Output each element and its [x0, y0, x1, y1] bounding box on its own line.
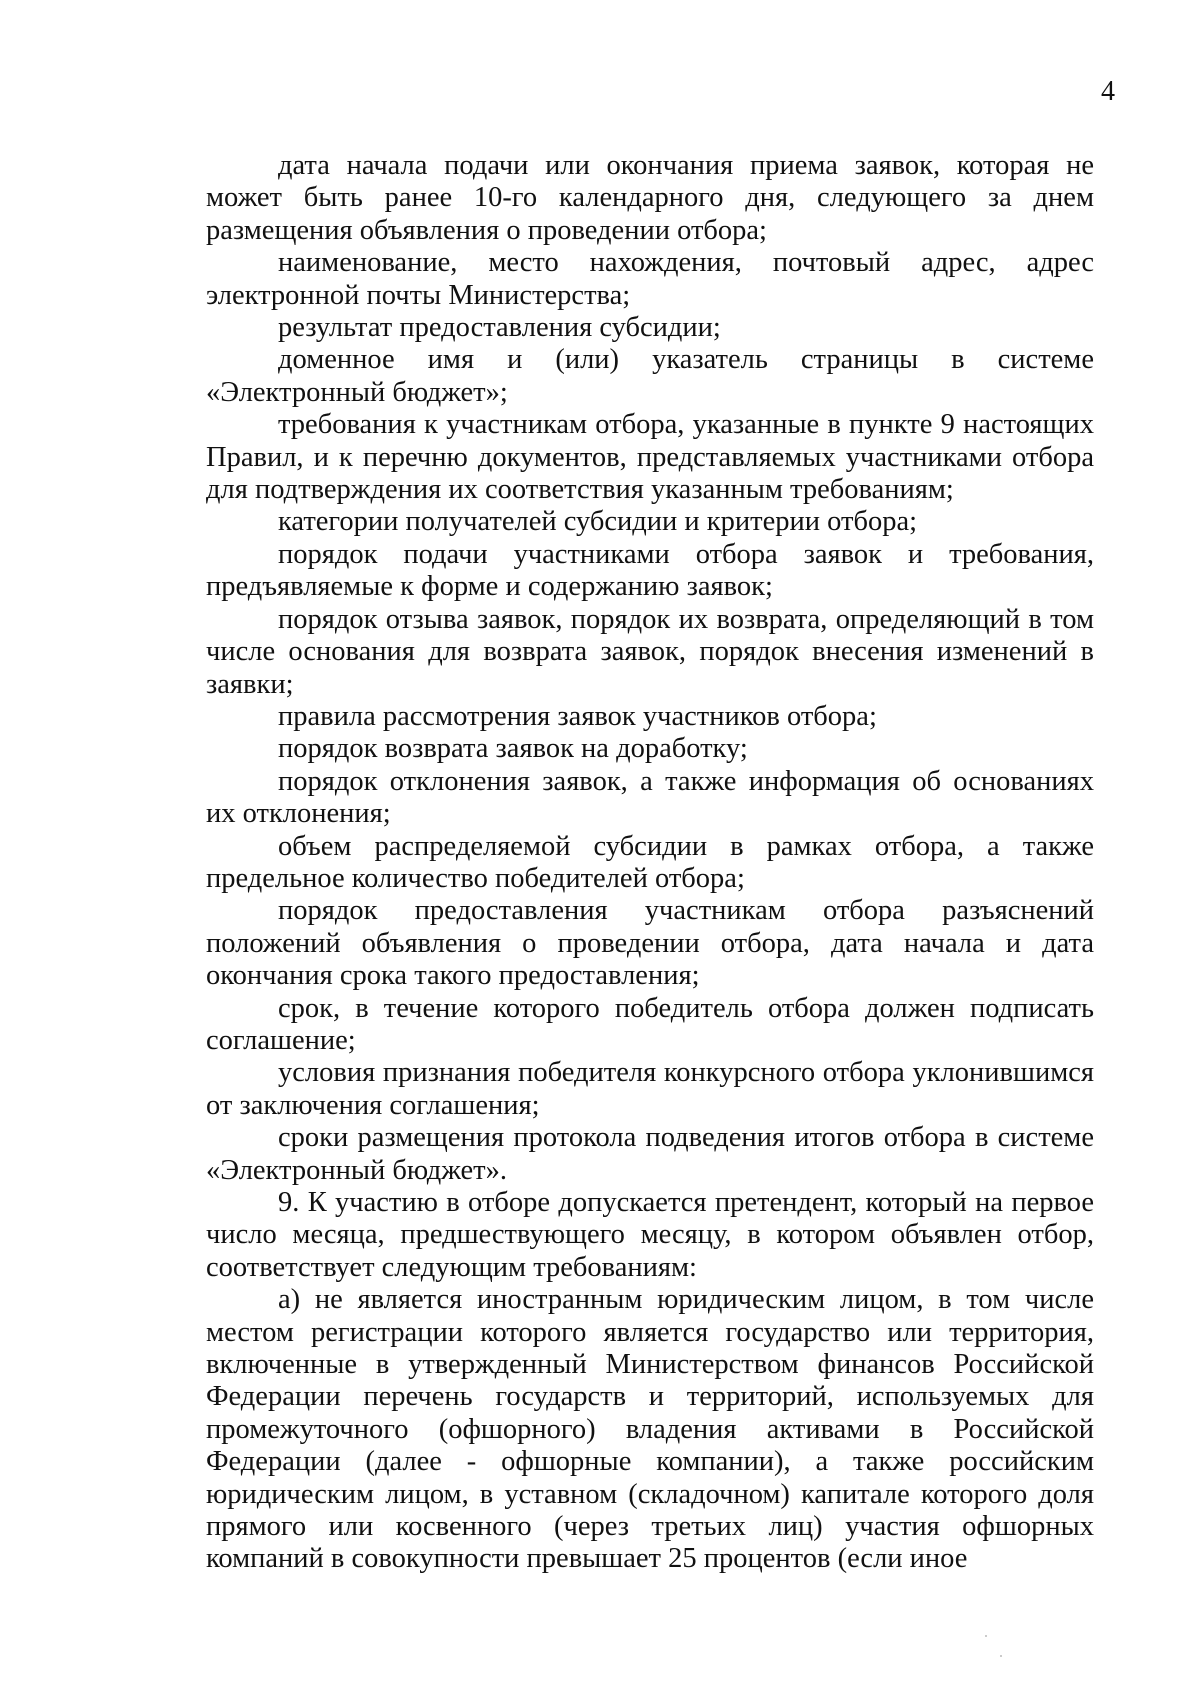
scan-speck — [985, 1635, 987, 1637]
paragraph: объем распределяемой субсидии в рамках отбора, а также предельное количество победителей отбора; — [206, 830, 1094, 894]
paragraph: правила рассмотрения заявок участников отбора; — [278, 700, 877, 732]
paragraph: сроки размещения протокола подведения итогов отбора в системе «Электронный бюджет». — [206, 1122, 1094, 1186]
paragraph: порядок отзыва заявок, порядок их возврата, определяющий в том числе основания для возврата заявок, порядок внесения изменений в заявки; — [206, 603, 1094, 700]
paragraph: порядок отклонения заявок, а также информация об основаниях их отклонения; — [206, 765, 1094, 830]
paragraph: категории получателей субсидии и критерии отбора; — [278, 506, 918, 538]
paragraph: дата начала подачи или окончания приема заявок, которая не может быть ранее 10-го календарного дня, следующего за днем размещения объявления о проведении отбора; — [206, 150, 1094, 246]
paragraph: условия признания победителя конкурсного отбора уклонившимся от заключения соглашения; — [206, 1057, 1094, 1121]
paragraph: порядок возврата заявок на доработку; — [278, 733, 748, 765]
paragraph: наименование, место нахождения, почтовый адрес, адрес электронной почты Министерства; — [206, 247, 1094, 311]
scan-speck — [1000, 1655, 1002, 1657]
page-number: 4 — [1101, 76, 1115, 107]
paragraph: доменное имя и (или) указатель страницы в системе «Электронный бюджет»; — [206, 344, 1094, 408]
paragraph: а) не является иностранным юридическим лицом, в том числе местом регистрации которого является государство или территория, включенные в утвержденный Министерством финансов Российской Федерации перечень государств и территорий, используемых для промежуточного (офшорного) владения активами в Российской Федерации (далее - офшорные компании), а также российским юридическим лицом, в уставном (складочном) капитале которого доля прямого или косвенного (через третьих лиц) участия офшорных компаний в совокупности превышает 25 процентов (если иное — [206, 1284, 1094, 1575]
paragraph: порядок предоставления участникам отбора разъяснений положений объявления о проведении отбора, дата начала и дата окончания срока такого предоставления; — [206, 895, 1094, 992]
paragraph: требования к участникам отбора, указанные в пункте 9 настоящих Правил, и к перечню документов, представляемых участниками отбора для подтверждения их соответствия указанным требованиям; — [206, 409, 1094, 506]
paragraph: срок, в течение которого победитель отбора должен подписать соглашение; — [206, 992, 1094, 1056]
document-body — [206, 150, 1094, 1576]
paragraph: 9. К участию в отборе допускается претендент, который на первое число месяца, предшествующего месяцу, в котором объявлен отбор, соответствует следующим требованиям: — [206, 1187, 1094, 1283]
paragraph: порядок подачи участниками отбора заявок и требования, предъявляемые к форме и содержанию заявок; — [206, 538, 1094, 603]
paragraph: результат предоставления субсидии; — [278, 312, 721, 344]
